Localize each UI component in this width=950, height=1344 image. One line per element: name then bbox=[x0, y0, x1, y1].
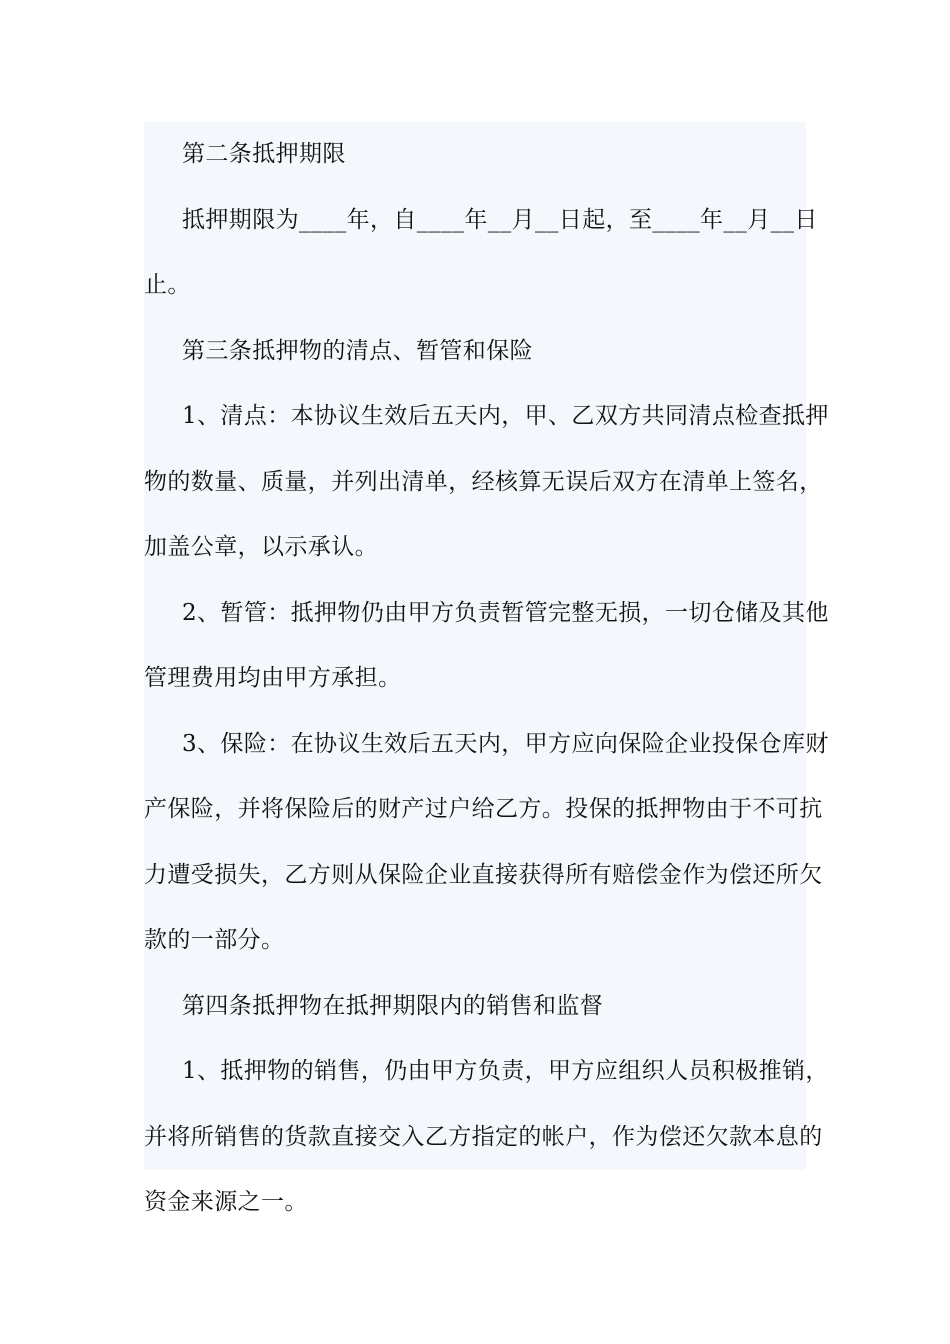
document-text-block bbox=[144, 122, 829, 1215]
sales-paragraph bbox=[144, 1039, 829, 1236]
text-line: 1、抵押物的销售，仍由甲方负责，甲方应组织人员积极推销， bbox=[182, 1058, 829, 1084]
text-line: 止。 bbox=[144, 272, 191, 298]
text-line: 管理费用均由甲方承担。 bbox=[144, 665, 402, 691]
article-2-heading bbox=[144, 122, 806, 188]
text-line: 款的一部分。 bbox=[144, 927, 285, 953]
custody-paragraph bbox=[144, 581, 829, 712]
mortgage-term-paragraph bbox=[144, 188, 818, 319]
text-line: 第三条抵押物的清点、暂管和保险 bbox=[182, 337, 533, 364]
insurance-paragraph bbox=[144, 712, 829, 974]
text-line: 3、保险：在协议生效后五天内，甲方应向保险企业投保仓库财 bbox=[182, 730, 829, 757]
text-line: 1、清点：本协议生效后五天内，甲、乙双方共同清点检查抵押 bbox=[182, 403, 829, 429]
text-line: 抵押期限为____年，自____年__月__日起，至____年__月__日 bbox=[182, 206, 818, 233]
text-line: 并将所销售的货款直接交入乙方指定的帐户，作为偿还欠款本息的 bbox=[144, 1123, 823, 1150]
article-4-heading bbox=[144, 974, 806, 1040]
text-line: 物的数量、质量，并列出清单，经核算无误后双方在清单上签名， bbox=[144, 468, 823, 495]
text-line: 第二条抵押期限 bbox=[182, 141, 346, 167]
text-line: 第四条抵押物在抵押期限内的销售和监督 bbox=[182, 992, 604, 1019]
text-line: 力遭受损失，乙方则从保险企业直接获得所有赔偿金作为偿还所欠 bbox=[144, 861, 823, 888]
text-line: 产保险，并将保险后的财产过户给乙方。投保的抵押物由于不可抗 bbox=[144, 796, 823, 822]
text-line: 2、暂管：抵押物仍由甲方负责暂管完整无损，一切仓储及其他 bbox=[182, 599, 829, 626]
inventory-paragraph bbox=[144, 384, 829, 581]
text-line: 资金来源之一。 bbox=[144, 1189, 308, 1215]
article-3-heading bbox=[144, 319, 806, 385]
text-line: 加盖公章，以示承认。 bbox=[144, 534, 378, 560]
